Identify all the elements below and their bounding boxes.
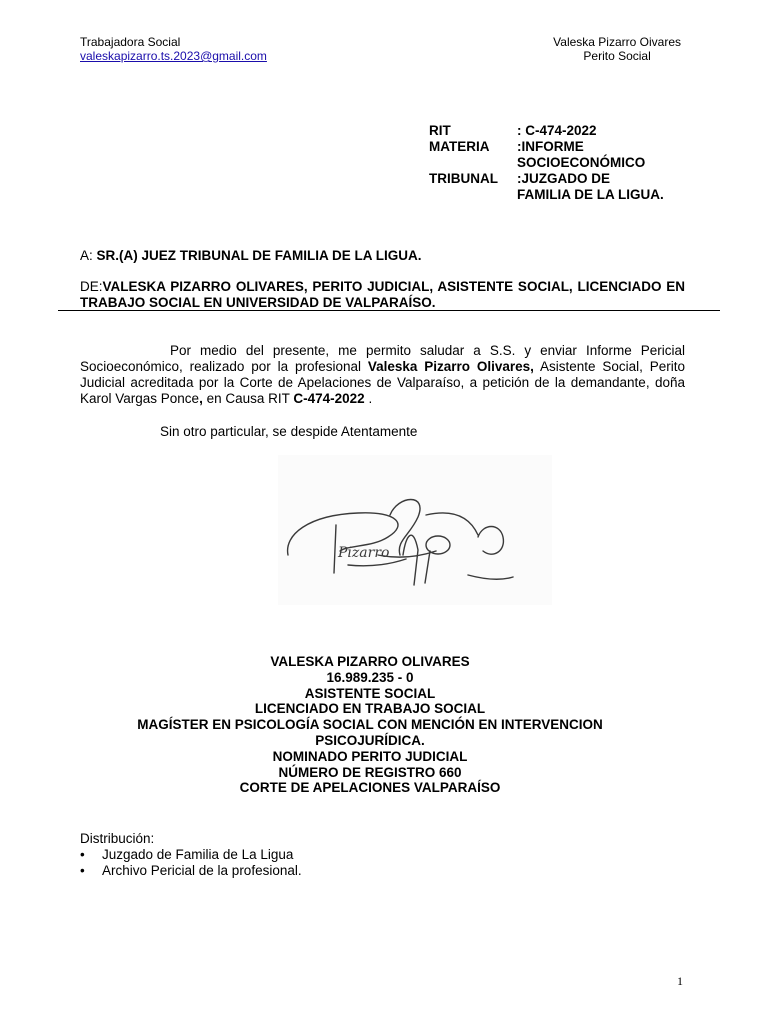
list-item — [80, 863, 302, 879]
signer-line: NÚMERO DE REGISTRO 660 — [278, 764, 462, 780]
body-name: Valeska Pizarro Olivares, — [367, 359, 534, 374]
case-info — [429, 123, 667, 203]
signer-line: 16.989.235 - 0 — [326, 669, 414, 685]
signer-line: PSICOJURÍDICA. — [315, 732, 425, 748]
case-value: :INFORME SOCIOECONÓMICO — [517, 139, 646, 170]
signer-line: MAGÍSTER EN PSICOLOGÍA SOCIAL CON MENCIÓN EN INTERVENCION — [137, 717, 603, 733]
distribution-title: Distribución: — [80, 831, 155, 846]
signer-line: NOMINADO PERITO JUDICIAL — [272, 748, 468, 764]
signer-line: LICENCIADO EN TRABAJO SOCIAL — [254, 701, 486, 717]
bullet: • — [80, 863, 85, 878]
divider-line — [58, 310, 720, 311]
addressee-from — [80, 279, 685, 311]
email-link[interactable]: valeskapizarro.ts.2023@gmail.com — [80, 49, 267, 63]
case-key: MATERIA — [429, 139, 490, 154]
body-part2: Asistente Social, Perito Judicial acreditada por la Corte de Apelaciones de Valparaíso, a petición de la demandante, doña Karol Vargas Ponce — [80, 359, 686, 406]
case-key: TRIBUNAL — [429, 171, 498, 186]
header-left — [80, 35, 267, 63]
header-right — [553, 35, 681, 63]
to-prefix: A: — [80, 248, 97, 263]
body-paragraph — [80, 343, 685, 407]
case-row — [429, 171, 667, 203]
case-value: :JUZGADO DE FAMILIA DE LA LIGUA. — [517, 171, 664, 202]
body-part1: Por medio del presente, me permito saludar a S.S. y enviar Informe Pericial Socioeconómico, realizado por la profesional — [80, 343, 685, 374]
closing-line: Sin otro particular, se despide Atentamente — [160, 424, 418, 439]
case-value: : C-474-2022 — [517, 123, 597, 138]
signature-image — [278, 455, 552, 605]
body-end: . — [364, 391, 373, 406]
from-text: VALESKA PIZARRO OLIVARES, PERITO JUDICIAL, ASISTENTE SOCIAL, LICENCIADO EN TRABAJO SOCIAL EN UNIVERSIDAD DE VALPARAÍSO. — [80, 279, 685, 310]
distribution-list — [80, 847, 302, 879]
to-text: SR.(A) JUEZ TRIBUNAL DE FAMILIA DE LA LIGUA. — [96, 248, 422, 263]
addressee-to — [80, 248, 685, 264]
body-rit: C-474-2022 — [293, 391, 365, 406]
list-item-text: Juzgado de Familia de La Ligua — [102, 847, 294, 862]
signer-line: ASISTENTE SOCIAL — [304, 685, 436, 701]
list-item — [80, 847, 302, 863]
header-author-role: Perito Social — [583, 49, 651, 63]
case-info-table — [429, 123, 667, 203]
case-row — [429, 139, 667, 171]
body-part3: en Causa RIT — [202, 391, 294, 406]
signer-line: CORTE DE APELACIONES VALPARAÍSO — [239, 780, 501, 796]
list-item-text: Archivo Pericial de la profesional. — [102, 863, 302, 878]
distribution — [80, 831, 302, 879]
signer-block — [80, 654, 660, 796]
body-comma: , — [199, 391, 203, 406]
header-title: Trabajadora Social — [80, 35, 181, 49]
header-author-name: Valeska Pizarro Oivares — [553, 35, 681, 49]
case-row — [429, 123, 667, 139]
bullet: • — [80, 847, 85, 862]
from-prefix: DE: — [80, 279, 103, 294]
signer-line: VALESKA PIZARRO OLIVARES — [270, 654, 470, 669]
signature-handwriting: Pizarro — [338, 545, 390, 561]
case-key: RIT — [429, 123, 451, 138]
page-number: 1 — [677, 974, 683, 988]
